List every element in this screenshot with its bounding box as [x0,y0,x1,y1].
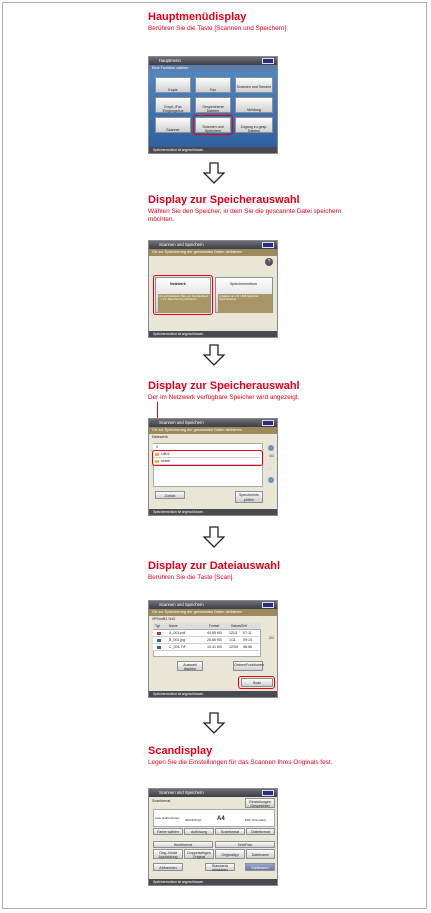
step5-title: Scandisplay [148,745,213,757]
step5-desc: Legen Sie die Einstellungen für das Scannen Ihres Originals fest. [148,759,333,766]
step3-desc: Der im Netzwerk verfügbare Speicher wird angezeigt. [148,394,300,401]
tile-messages[interactable]: Meldung [235,97,273,113]
color-mode-value: Auto (Farbe/Grau) [155,816,180,820]
table-row[interactable]: C_001.TIF 10.41 KB 12/09 08:56 [153,644,259,651]
resolution-value: 300x300 dpi [185,818,202,822]
network-button[interactable]: Netzwerk Ort auf Netzwerk (Ser-ver, Netzlaufwerk ...) zur Speicherung definieren. [155,277,211,313]
window-title-bar: Scannen und Speichern [149,789,277,797]
tile-stored-files[interactable]: Gespeicherte Dateien [195,97,231,113]
step1-title: Hauptmenüdisplay [148,11,247,23]
down-arrow-icon [203,526,225,548]
file-name-button[interactable]: Dateiname [246,849,275,859]
close-icon[interactable] [262,58,274,64]
close-icon[interactable] [262,602,274,608]
list-item[interactable]: \\ [153,444,261,451]
table-row[interactable]: A_001.pdf 44.65 KB 12/11 07:11 [153,630,259,637]
tab-color[interactable]: Farbe wählen [153,828,183,835]
restore-defaults-button[interactable]: Standards einsetzen [205,863,235,871]
folder-functions-button[interactable]: Ordner/Funktionen [233,661,263,671]
path-label: \\PSmrB1 \\rk2 [152,617,176,621]
highlight-storage-list [152,450,263,466]
down-arrow-icon [203,162,225,184]
original-type-button[interactable]: Originaltyp [215,849,245,859]
main-menu-screen [148,56,278,154]
header-bar: Eine Funktion wählen [149,65,277,72]
step4-desc: Berühren Sie die Taste [Scan]. [148,574,235,581]
step1-desc: Berühren Sie die Taste [Scannen und Speichern]. [148,25,288,32]
back-button[interactable]: Zurück [155,491,185,499]
step2-desc: Wählen Sie den Speicher, in dem Sie die gescannte Datei speichern möchten. [148,208,342,223]
window-title-bar: Scannen und Speichern [149,419,277,427]
tile-access-stored[interactable]: Zugang zu gesp. Dateien [235,117,273,133]
status-bar: Speichermedium ist angeschlossen. [149,879,277,885]
column-header: Typ Name Format Datum/Zeit [153,623,261,629]
close-icon[interactable] [262,790,274,796]
status-bar: Speichermedium ist angeschlossen. [149,331,277,337]
scroll-up-icon[interactable] [268,445,274,451]
down-arrow-icon [203,344,225,366]
status-bar: Speichermedium ist angeschlossen. [149,509,277,515]
close-icon[interactable] [262,420,274,426]
pdf-icon [157,632,161,635]
network-storage-screen [148,418,278,516]
close-icon[interactable] [262,242,274,248]
window-title-bar: Scannen und Speichern [149,601,277,609]
tile-copy[interactable]: Kopie [155,77,191,93]
close-button[interactable]: Schliessen [245,863,275,871]
list-item[interactable]: share [153,458,261,465]
header-bar: Ort zur Speicherung der gescannten Daten definieren [149,427,277,434]
file-select-screen [148,600,278,698]
page-indicator: 1/1 [269,454,274,458]
scan-settings-screen [148,788,278,886]
tile-scan-send[interactable]: Scannen und Senden [235,77,273,93]
text-photo-button[interactable]: Text/Foto [215,841,275,848]
page-indicator: 2/1 [269,636,274,640]
image-icon [157,639,161,642]
size-value: A4 [217,816,225,822]
status-bar: Speichermedium ist angeschlossen. [149,691,277,697]
highlight-network [153,275,213,315]
status-bar: Speichermedium ist angeschlossen. [149,147,277,153]
table-row[interactable]: B_001.jpg 25.66 KB 1/11 09:10 [153,637,259,644]
content-orientation-button[interactable]: Orig.-Inhalt Ausrichtung [153,849,183,859]
memory-media-button[interactable]: Speichermedium Angaben an z.B. USB-Speicher, Speicherkarte ... [215,277,273,313]
tile-scan-and-store[interactable]: Scannen und Speichern [195,117,231,133]
highlight-scan [238,676,275,689]
help-icon[interactable]: ? [265,258,273,266]
favorites-button[interactable]: Einstellungen Gespeichert [245,798,275,808]
step2-title: Display zur Speicherauswahl [148,194,300,206]
scan-format-label: Scanformat [152,799,171,803]
storage-select-screen [148,240,278,338]
storage-info-button[interactable]: Speicherinfo prüfen [235,491,263,503]
step3-title: Display zur Speicherauswahl [148,380,300,392]
list-item[interactable]: UB11 [153,451,261,458]
down-arrow-icon [203,712,225,734]
cancel-button[interactable]: Abbrechen [153,863,183,871]
step4-title: Display zur Dateiauswahl [148,560,281,572]
tile-scanner[interactable]: Scanner [155,117,191,133]
duplex-original-button[interactable]: Doppelseitiges Original [184,849,214,859]
tile-fax[interactable]: Fax [195,77,231,93]
image-icon [157,646,161,649]
header-bar: Ort zur Speicherung der gescannten Daten definieren [149,249,277,256]
header-bar: Ort zur Speicherung der gescannten Daten definieren [149,609,277,616]
path-label: Netzwerk [152,435,168,439]
scroll-down-icon[interactable] [268,477,274,483]
tab-scan-size[interactable]: Scanformat [215,828,245,835]
tab-resolution[interactable]: Auflösung [184,828,214,835]
highlight-scan-and-store [193,115,233,135]
file-format-value: PDF (Kompakt) [245,818,266,822]
window-title-bar: Scannen und Speichern [149,241,277,249]
tile-fax-inbox[interactable]: Empf.-/Fax Eingangsbox [155,97,191,113]
orientation-button[interactable]: Hochformat [153,841,213,848]
tab-file-format[interactable]: Dateiformat [246,828,275,835]
clear-selection-button[interactable]: Auswahl löschen [177,661,203,671]
window-title-bar: Hauptmenü [149,57,277,65]
scan-button[interactable]: Scan [241,678,273,687]
